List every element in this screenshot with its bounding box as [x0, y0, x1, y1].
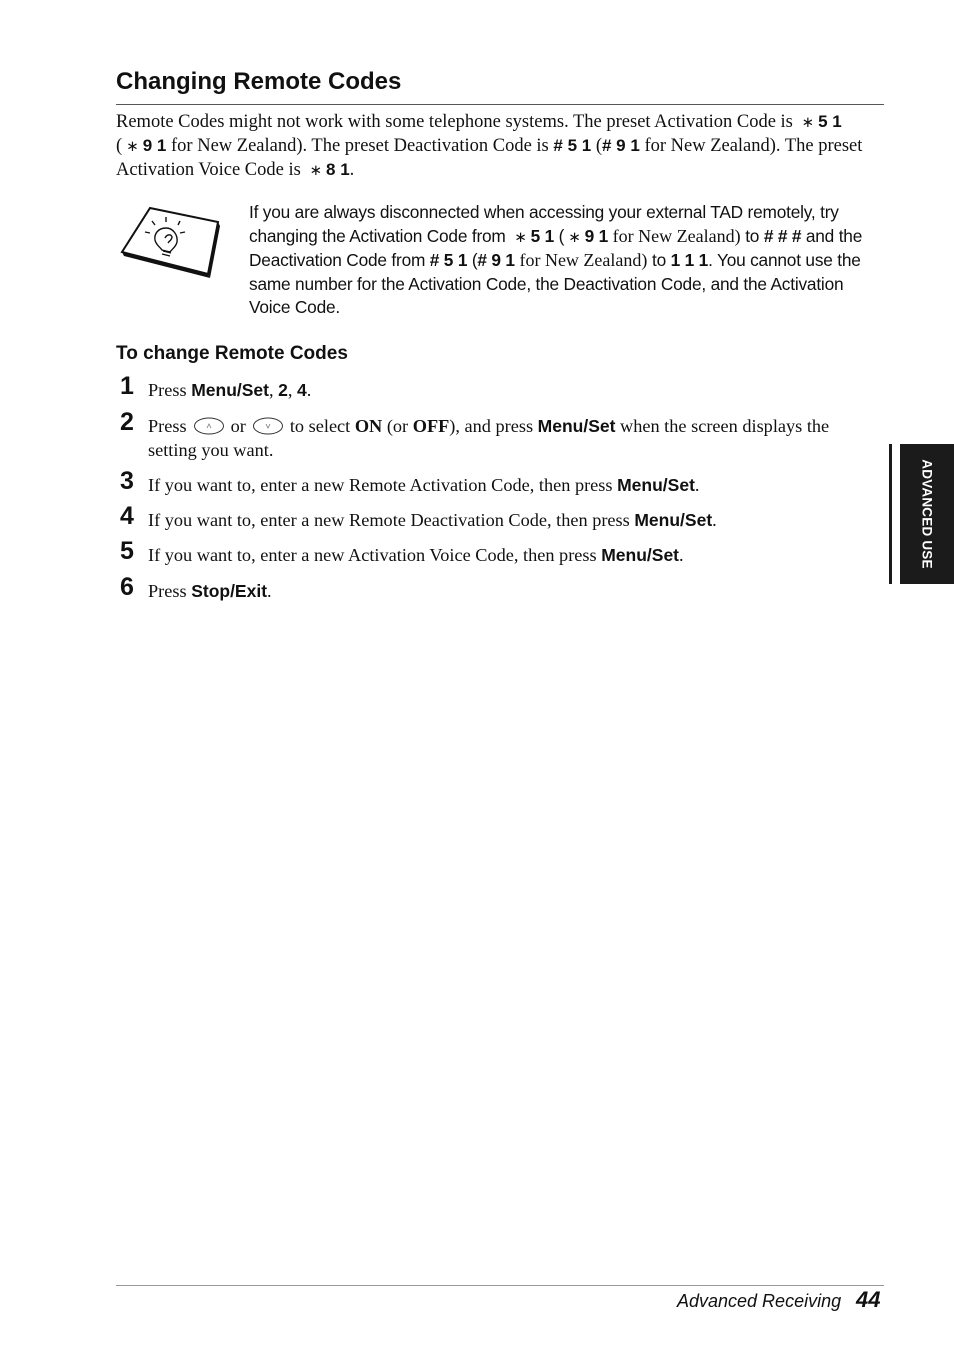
star-icon: ∗ [126, 137, 139, 155]
side-tab-marker [889, 444, 892, 584]
title-divider [116, 104, 884, 105]
footer-section-name: Advanced Receiving [677, 1291, 842, 1311]
step-number: 5 [120, 537, 134, 565]
subsection-title: To change Remote Codes [116, 343, 348, 364]
footer-divider [116, 1285, 884, 1286]
star-icon: ∗ [514, 227, 527, 246]
up-arrow-button-icon [193, 416, 225, 436]
star-icon: ∗ [801, 113, 815, 131]
step-text: If you want to, enter a new Remote Activation Code, then press Menu/Set. [148, 475, 700, 495]
step-number: 1 [120, 372, 134, 400]
step-number: 6 [120, 573, 134, 601]
down-arrow-button-icon [252, 416, 284, 436]
step-number: 3 [120, 467, 134, 495]
step-number: 4 [120, 502, 134, 530]
tip-note: If you are always disconnected when accessing your external TAD remotely, try changing the Activation Code from ∗ 5 1 ( ∗ 9 1 for New Zealand) to # # # and the Deactivation Code from # 5 1 (# 9 1 for New Zealand) to 1 1 1. You cannot use the same number for the Activation Code, the Deactivation Code, and the Activation Voice Code. [249, 202, 863, 318]
step-number: 2 [120, 408, 134, 436]
star-icon: ∗ [309, 161, 323, 179]
page-number: 44 [856, 1287, 881, 1312]
step-text: If you want to, enter a new Remote Deactivation Code, then press Menu/Set. [148, 510, 717, 530]
chapter-side-tab [900, 444, 954, 584]
step-text: Press Menu/Set, 2, 4. [148, 380, 312, 400]
step-text: Press Stop/Exit. [148, 581, 272, 601]
intro-paragraph: Remote Codes might not work with some telephone systems. The preset Activation Code is ∗ 5 1 ( ∗ 9 1 for New Zealand). The preset Deactivation Code is # 5 1 (# 9 1 for New Zealand). The preset Activation Voice Code is ∗ 8 1. [116, 112, 863, 180]
chapter-side-tab-label: ADVANCED USE [919, 459, 935, 569]
star-icon: ∗ [568, 227, 581, 246]
lightbulb-tip-icon [120, 202, 220, 278]
section-title: Changing Remote Codes [116, 68, 402, 95]
step-text: Press or to select ON (or OFF), and press Menu/Set when the screen displays the setting you want. [148, 416, 830, 460]
step-text: If you want to, enter a new Activation Voice Code, then press Menu/Set. [148, 545, 684, 565]
